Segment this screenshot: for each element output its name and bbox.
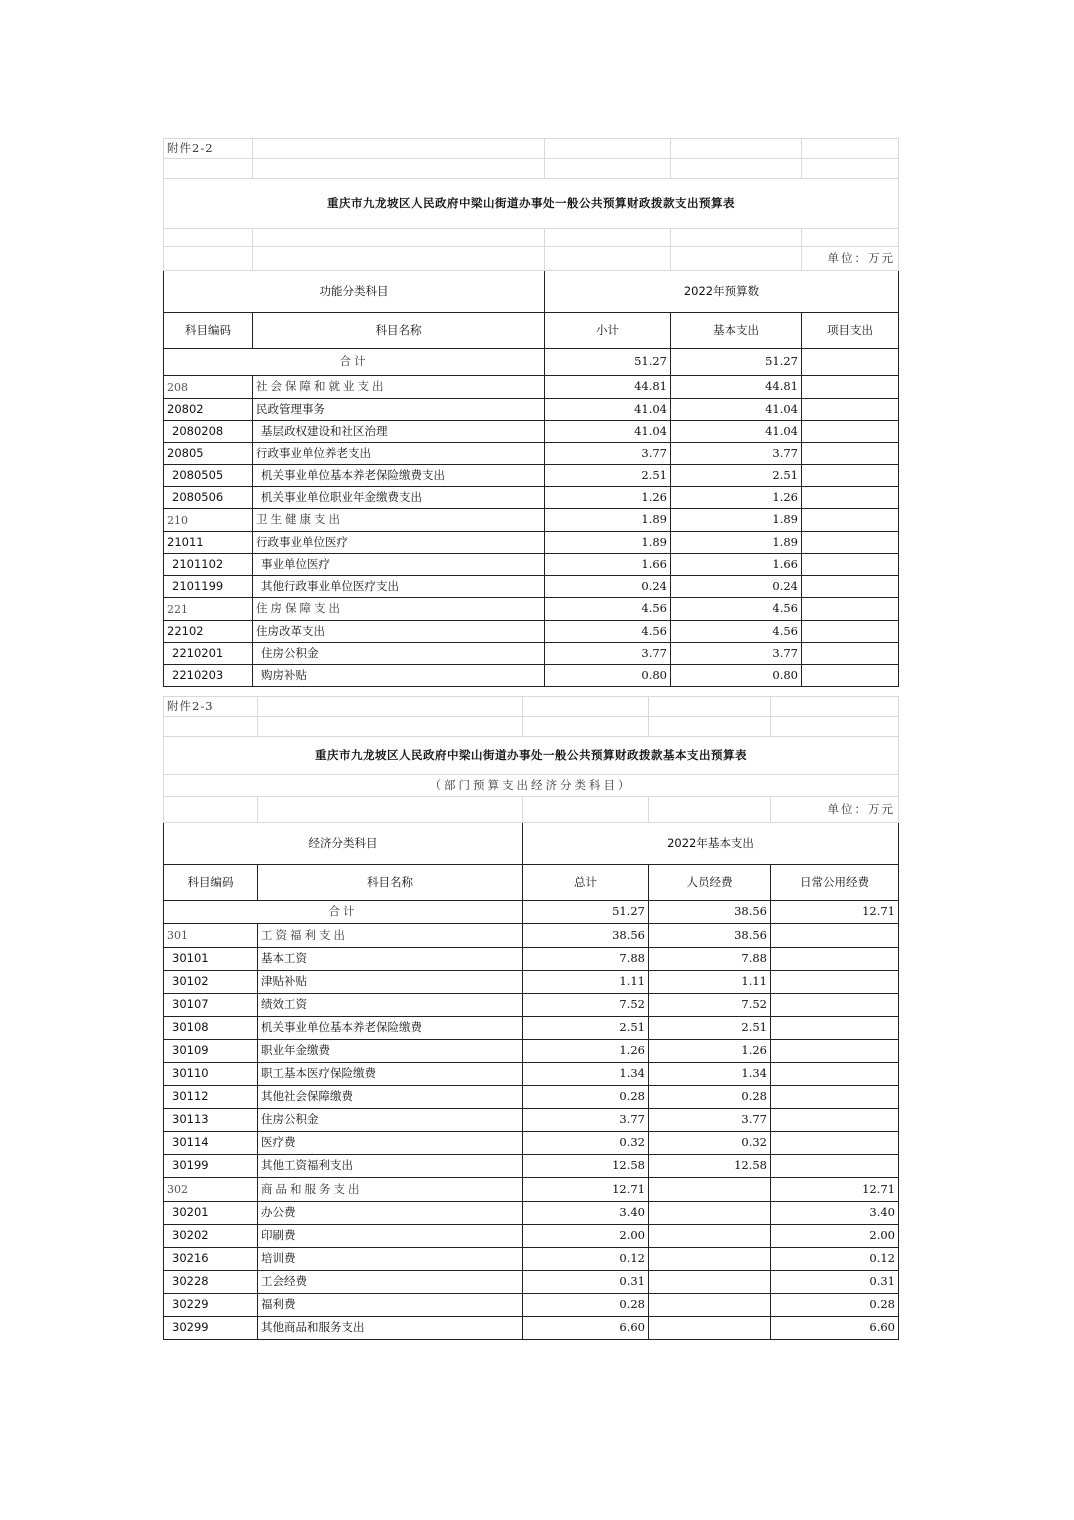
cell-value (649, 1294, 771, 1317)
column-header: 科目编码 (164, 313, 253, 349)
total-row (164, 349, 899, 376)
subject-name: 培训费 (258, 1248, 523, 1271)
table-title: 重庆市九龙坡区人民政府中梁山街道办事处一般公共预算财政拨款支出预算表 (164, 179, 899, 229)
column-header: 基本支出 (671, 313, 802, 349)
group-header-economic: 经济分类科目 (164, 823, 523, 865)
group-header-function: 功能分类科目 (164, 271, 545, 313)
cell-value: 0.28 (523, 1086, 649, 1109)
total-value: 51.27 (545, 349, 671, 376)
cell-value (649, 1225, 771, 1248)
cell-value: 0.31 (771, 1271, 899, 1294)
cell-value: 1.11 (649, 971, 771, 994)
cell-value: 41.04 (671, 399, 802, 421)
subject-code: 30108 (164, 1017, 258, 1040)
subject-code: 221 (164, 598, 253, 621)
subject-code: 2080505 (164, 465, 253, 487)
cell-value (802, 576, 899, 598)
cell-value: 0.80 (545, 665, 671, 687)
cell-value: 2.00 (523, 1225, 649, 1248)
subject-code: 30109 (164, 1040, 258, 1063)
cell-value: 44.81 (545, 376, 671, 399)
table-row (164, 1271, 899, 1294)
cell-value: 0.12 (771, 1248, 899, 1271)
cell-value: 7.52 (649, 994, 771, 1017)
subject-name: 绩效工资 (258, 994, 523, 1017)
subject-code: 2210203 (164, 665, 253, 687)
cell-value: 38.56 (523, 924, 649, 948)
cell-value (649, 1317, 771, 1340)
subject-name: 职业年金缴费 (258, 1040, 523, 1063)
cell-value: 3.77 (523, 1109, 649, 1132)
cell-value: 0.24 (545, 576, 671, 598)
unit-label: 单位：万元 (802, 247, 899, 271)
table-row (164, 509, 899, 532)
table-row (164, 576, 899, 598)
subject-code: 2210201 (164, 643, 253, 665)
column-header: 项目支出 (802, 313, 899, 349)
table-row (164, 1086, 899, 1109)
table-row (164, 948, 899, 971)
cell-value (771, 1040, 899, 1063)
cell-value (649, 1248, 771, 1271)
cell-value: 0.28 (771, 1294, 899, 1317)
table-row (164, 532, 899, 554)
cell-value: 3.77 (671, 443, 802, 465)
total-label: 合计 (164, 901, 523, 924)
cell-value: 12.58 (523, 1155, 649, 1178)
cell-value: 41.04 (671, 421, 802, 443)
cell-value: 1.89 (545, 509, 671, 532)
subject-name: 机关事业单位基本养老保险缴费 (258, 1017, 523, 1040)
table-row (164, 1225, 899, 1248)
subject-code: 2080208 (164, 421, 253, 443)
subject-name: 机关事业单位职业年金缴费支出 (253, 487, 545, 509)
cell-value (771, 994, 899, 1017)
subject-code: 22102 (164, 621, 253, 643)
table-row (164, 399, 899, 421)
subject-name: 医疗费 (258, 1132, 523, 1155)
column-header: 小计 (545, 313, 671, 349)
table-row (164, 487, 899, 509)
cell-value (771, 971, 899, 994)
subject-name: 其他行政事业单位医疗支出 (253, 576, 545, 598)
table-row (164, 1248, 899, 1271)
cell-value (771, 1086, 899, 1109)
cell-value (802, 376, 899, 399)
cell-value (802, 621, 899, 643)
cell-value: 1.26 (671, 487, 802, 509)
cell-value: 0.28 (523, 1294, 649, 1317)
subject-code: 30112 (164, 1086, 258, 1109)
cell-value: 0.31 (523, 1271, 649, 1294)
subject-name: 津贴补贴 (258, 971, 523, 994)
cell-value: 1.89 (671, 532, 802, 554)
subject-name: 基层政权建设和社区治理 (253, 421, 545, 443)
subject-name: 工资福利支出 (258, 924, 523, 948)
subject-name: 住房改革支出 (253, 621, 545, 643)
total-value: 38.56 (649, 901, 771, 924)
table-row (164, 1040, 899, 1063)
cell-value: 4.56 (545, 598, 671, 621)
subject-name: 福利费 (258, 1294, 523, 1317)
subject-code: 208 (164, 376, 253, 399)
subject-code: 2080506 (164, 487, 253, 509)
cell-value: 2.51 (523, 1017, 649, 1040)
table-row (164, 994, 899, 1017)
subject-name: 职工基本医疗保险缴费 (258, 1063, 523, 1086)
subject-code: 30102 (164, 971, 258, 994)
subject-name: 卫生健康支出 (253, 509, 545, 532)
cell-value: 3.77 (649, 1109, 771, 1132)
cell-value (771, 1063, 899, 1086)
table-row (164, 971, 899, 994)
table-row (164, 1317, 899, 1340)
cell-value (649, 1271, 771, 1294)
cell-value: 0.28 (649, 1086, 771, 1109)
cell-value: 41.04 (545, 421, 671, 443)
table-row (164, 924, 899, 948)
cell-value (802, 487, 899, 509)
total-label: 合计 (164, 349, 545, 376)
table2-body (164, 697, 899, 1340)
cell-value: 2.51 (671, 465, 802, 487)
cell-value: 1.34 (649, 1063, 771, 1086)
table-title: 重庆市九龙坡区人民政府中梁山街道办事处一般公共预算财政拨款基本支出预算表 (164, 737, 899, 775)
cell-value: 0.32 (649, 1132, 771, 1155)
subject-code: 30101 (164, 948, 258, 971)
cell-value (802, 509, 899, 532)
subject-code: 30202 (164, 1225, 258, 1248)
cell-value: 1.66 (671, 554, 802, 576)
cell-value: 2.51 (545, 465, 671, 487)
cell-value: 12.58 (649, 1155, 771, 1178)
cell-value: 1.11 (523, 971, 649, 994)
subject-name: 住房公积金 (253, 643, 545, 665)
cell-value: 1.89 (671, 509, 802, 532)
subject-name: 民政管理事务 (253, 399, 545, 421)
cell-value: 0.80 (671, 665, 802, 687)
subject-code: 210 (164, 509, 253, 532)
table-row (164, 465, 899, 487)
table-row (164, 1017, 899, 1040)
cell-value: 4.56 (671, 598, 802, 621)
subject-name: 印刷费 (258, 1225, 523, 1248)
subject-name: 社会保障和就业支出 (253, 376, 545, 399)
attachment-label: 附件2-2 (164, 139, 253, 159)
total-value: 51.27 (523, 901, 649, 924)
table-row (164, 376, 899, 399)
column-header: 总计 (523, 865, 649, 901)
total-value: 51.27 (671, 349, 802, 376)
table-row (164, 443, 899, 465)
cell-value: 1.26 (523, 1040, 649, 1063)
subject-name: 工会经费 (258, 1271, 523, 1294)
cell-value: 1.26 (545, 487, 671, 509)
table-row (164, 598, 899, 621)
cell-value (771, 948, 899, 971)
subject-code: 21011 (164, 532, 253, 554)
cell-value: 44.81 (671, 376, 802, 399)
cell-value (771, 1132, 899, 1155)
subject-code: 30229 (164, 1294, 258, 1317)
cell-value: 1.66 (545, 554, 671, 576)
expenditure-budget-table (163, 138, 899, 687)
total-row (164, 901, 899, 924)
cell-value: 3.77 (545, 643, 671, 665)
table-row (164, 1155, 899, 1178)
cell-value (771, 1017, 899, 1040)
subject-code: 30216 (164, 1248, 258, 1271)
table-row (164, 1202, 899, 1225)
table-row (164, 643, 899, 665)
subject-name: 基本工资 (258, 948, 523, 971)
cell-value: 6.60 (771, 1317, 899, 1340)
subject-code: 30299 (164, 1317, 258, 1340)
subject-name: 住房保障支出 (253, 598, 545, 621)
table-row (164, 421, 899, 443)
cell-value (649, 1178, 771, 1202)
subject-code: 30114 (164, 1132, 258, 1155)
cell-value: 4.56 (545, 621, 671, 643)
total-value (802, 349, 899, 376)
subject-code: 301 (164, 924, 258, 948)
cell-value: 0.12 (523, 1248, 649, 1271)
cell-value: 3.77 (671, 643, 802, 665)
table-row (164, 1132, 899, 1155)
subject-name: 其他商品和服务支出 (258, 1317, 523, 1340)
cell-value (802, 443, 899, 465)
cell-value (802, 598, 899, 621)
subject-name: 购房补贴 (253, 665, 545, 687)
subject-name: 机关事业单位基本养老保险缴费支出 (253, 465, 545, 487)
subject-code: 30110 (164, 1063, 258, 1086)
cell-value: 1.34 (523, 1063, 649, 1086)
cell-value: 3.40 (771, 1202, 899, 1225)
total-value: 12.71 (771, 901, 899, 924)
table1-body (164, 139, 899, 687)
cell-value (771, 1155, 899, 1178)
table-row (164, 1109, 899, 1132)
cell-value: 6.60 (523, 1317, 649, 1340)
attachment-label: 附件2-3 (164, 697, 258, 717)
cell-value (802, 532, 899, 554)
subject-name: 商品和服务支出 (258, 1178, 523, 1202)
subject-name: 行政事业单位养老支出 (253, 443, 545, 465)
subject-name: 其他工资福利支出 (258, 1155, 523, 1178)
cell-value: 0.24 (671, 576, 802, 598)
cell-value (802, 643, 899, 665)
cell-value: 12.71 (523, 1178, 649, 1202)
subject-code: 2101199 (164, 576, 253, 598)
cell-value (771, 1109, 899, 1132)
cell-value: 4.56 (671, 621, 802, 643)
subject-code: 302 (164, 1178, 258, 1202)
subject-code: 20805 (164, 443, 253, 465)
cell-value (771, 924, 899, 948)
cell-value: 7.88 (649, 948, 771, 971)
cell-value (802, 399, 899, 421)
column-header: 科目名称 (258, 865, 523, 901)
cell-value: 7.52 (523, 994, 649, 1017)
cell-value: 3.77 (545, 443, 671, 465)
group-header-budget: 2022年预算数 (545, 271, 899, 313)
cell-value: 1.26 (649, 1040, 771, 1063)
column-header: 科目名称 (253, 313, 545, 349)
column-header: 日常公用经费 (771, 865, 899, 901)
subject-name: 住房公积金 (258, 1109, 523, 1132)
table-subtitle: （部门预算支出经济分类科目） (164, 775, 899, 797)
table-row (164, 1063, 899, 1086)
subject-code: 30199 (164, 1155, 258, 1178)
cell-value: 0.32 (523, 1132, 649, 1155)
subject-name: 其他社会保障缴费 (258, 1086, 523, 1109)
unit-label: 单位：万元 (771, 797, 899, 823)
basic-expenditure-budget-table (163, 696, 899, 1340)
subject-name: 行政事业单位医疗 (253, 532, 545, 554)
subject-code: 30113 (164, 1109, 258, 1132)
subject-code: 30107 (164, 994, 258, 1017)
cell-value: 2.00 (771, 1225, 899, 1248)
cell-value: 38.56 (649, 924, 771, 948)
table-row (164, 665, 899, 687)
cell-value: 7.88 (523, 948, 649, 971)
cell-value (649, 1202, 771, 1225)
table-row (164, 1178, 899, 1202)
group-header-basic: 2022年基本支出 (523, 823, 899, 865)
subject-name: 办公费 (258, 1202, 523, 1225)
table-row (164, 621, 899, 643)
column-header: 科目编码 (164, 865, 258, 901)
table-row (164, 1294, 899, 1317)
cell-value: 12.71 (771, 1178, 899, 1202)
cell-value (802, 665, 899, 687)
cell-value: 1.89 (545, 532, 671, 554)
cell-value (802, 465, 899, 487)
table-row (164, 554, 899, 576)
subject-code: 2101102 (164, 554, 253, 576)
subject-code: 30228 (164, 1271, 258, 1294)
cell-value: 3.40 (523, 1202, 649, 1225)
cell-value (802, 421, 899, 443)
subject-name: 事业单位医疗 (253, 554, 545, 576)
cell-value: 41.04 (545, 399, 671, 421)
column-header: 人员经费 (649, 865, 771, 901)
subject-code: 30201 (164, 1202, 258, 1225)
cell-value (802, 554, 899, 576)
subject-code: 20802 (164, 399, 253, 421)
cell-value: 2.51 (649, 1017, 771, 1040)
